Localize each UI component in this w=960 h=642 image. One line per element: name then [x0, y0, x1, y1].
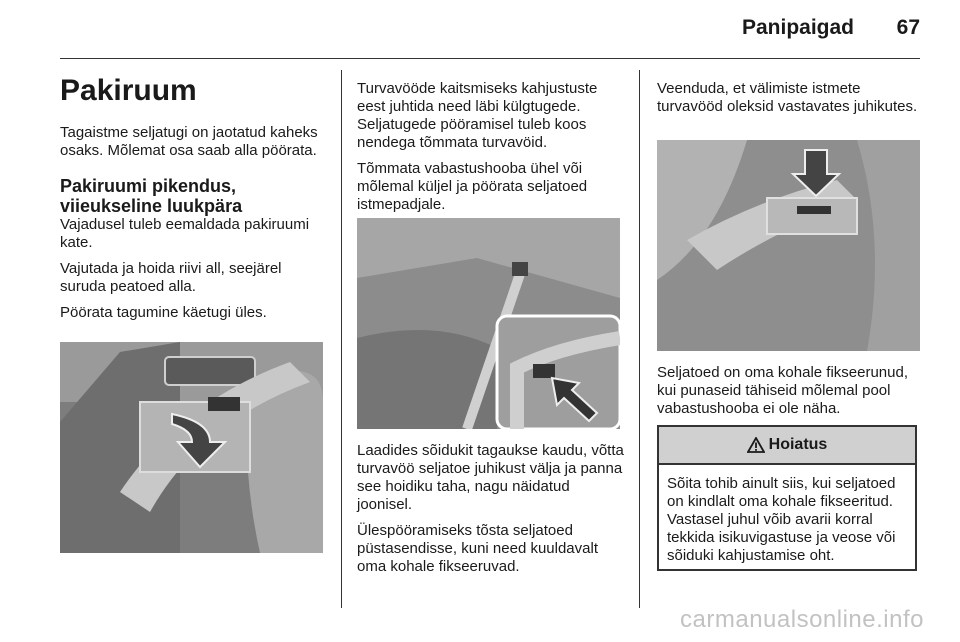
- header-rule: [60, 58, 920, 59]
- page-number: 67: [896, 16, 920, 39]
- subheading-line-2: viieukseline luukpära: [60, 196, 243, 216]
- warning-header: [659, 427, 915, 465]
- warning-body: Sõita tohib ainult siis, kui seljatoed on kindlalt oma kohale fikseeritud. Vastasel juhul võib avarii korral tekkida isikuvigastuse ja veose või sõiduki kahjustamise oht.: [667, 475, 896, 564]
- subheading-line-1: Pakiruumi pikendus,: [60, 176, 237, 196]
- left-column: [60, 68, 328, 330]
- middle-paragraph-1: Turvavööde kaitsmiseks kahjustuste eest juhtida need läbi külgtugede. Seljatugede pööramisel tuleb koos nendega tõmmata turvavöid.: [357, 80, 598, 151]
- middle-column-lower: [357, 442, 627, 584]
- right-paragraph-1: Veenduda, et välimiste istmete turvavööd oleksid vastavates juhikutes.: [657, 80, 918, 115]
- middle-paragraph-2: Tõmmata vabastushooba ühel või mõlemal küljel ja pöörata seljatoed istmepadjale.: [357, 160, 588, 213]
- warning-title: Hoiatus: [768, 436, 828, 453]
- armrest-photo: [60, 342, 323, 553]
- warning-triangle-icon: [747, 437, 765, 453]
- column-separator-1: [341, 70, 342, 608]
- warning-box: [657, 425, 917, 571]
- header-title: Panipaigad: [741, 16, 854, 39]
- right-column: [657, 80, 925, 124]
- right-paragraph-2: Seljatoed on oma kohale fikseerunud, kui punaseid tähiseid mõlemal pool vabastushooba ei ole näha.: [657, 364, 909, 417]
- right-column-lower: [657, 364, 925, 426]
- seatbelt-guide-photo: [357, 218, 620, 429]
- watermark: carmanualsonline.info: [680, 606, 924, 633]
- middle-paragraph-3: Laadides sõidukit tagaukse kaudu, võtta turvavöö seljatoe juhikust välja ja panna see hoidiku taha, nagu näidatud joonisel.: [357, 442, 624, 513]
- left-paragraph-1: Vajadusel tuleb eemaldada pakiruumi kate.: [60, 216, 310, 251]
- left-paragraph-2: Vajutada ja hoida riivi all, seejärel suruda peatoed alla.: [60, 260, 282, 295]
- middle-column: [357, 80, 627, 222]
- release-lever-photo: [657, 140, 920, 351]
- left-paragraph-3: Pöörata tagumine käetugi üles.: [60, 304, 267, 321]
- intro-paragraph: Tagaistme seljatugi on jaotatud kaheks osaks. Mõlemat osa saab alla pöörata.: [60, 124, 318, 159]
- section-heading: Pakiruum: [60, 74, 197, 107]
- column-separator-2: [639, 70, 640, 608]
- middle-paragraph-4: Ülespööramiseks tõsta seljatoed püstasendisse, kuni need kuuldavalt oma kohale fikseeruvad.: [357, 522, 598, 575]
